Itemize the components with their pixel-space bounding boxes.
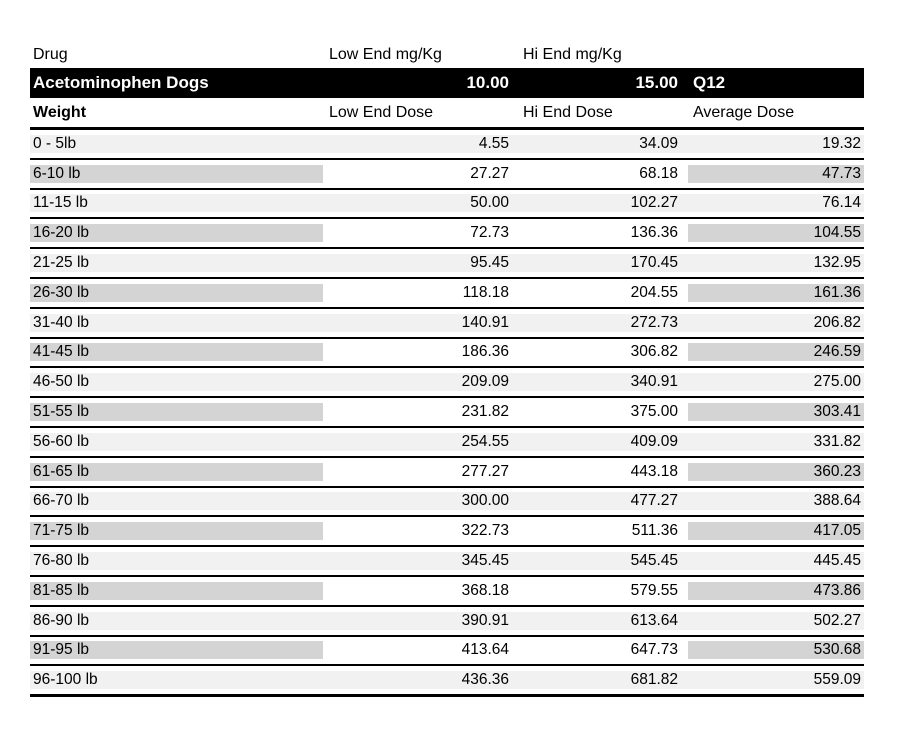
dose-cell-hi: 613.64 (517, 612, 688, 630)
dose-row (30, 577, 864, 607)
dose-cell-weight: 26-30 lb (30, 284, 323, 302)
dose-cell-hi: 579.55 (517, 582, 688, 600)
dose-row (30, 458, 864, 488)
dose-cell-average: 445.45 (688, 552, 864, 570)
drug-low-mgkg-value: 10.00 (466, 73, 509, 92)
dose-row (30, 607, 864, 637)
drug-frequency: Q12 (693, 73, 726, 92)
dosing-sheet (30, 42, 864, 697)
dose-row (30, 279, 864, 309)
hi-end-mgkg-header: Hi End mg/Kg (523, 46, 622, 63)
dose-cell-hi: 272.73 (517, 314, 688, 332)
dose-cell-weight: 61-65 lb (30, 463, 323, 481)
dose-cell-low: 368.18 (323, 582, 517, 600)
dose-cell-average: 473.86 (688, 582, 864, 600)
dose-cell-average: 417.05 (688, 522, 864, 540)
dose-cell-weight: 6-10 lb (30, 165, 323, 183)
dose-cell-low: 300.00 (323, 492, 517, 510)
dose-cell-hi: 340.91 (517, 373, 688, 391)
dose-cell-weight: 16-20 lb (30, 224, 323, 242)
dose-cell-weight: 46-50 lb (30, 373, 323, 391)
dose-cell-hi: 545.45 (517, 552, 688, 570)
dose-row (30, 517, 864, 547)
dose-cell-low: 118.18 (323, 284, 517, 302)
dose-cell-weight: 0 - 5lb (30, 135, 323, 153)
dose-cell-hi: 34.09 (517, 135, 688, 153)
dose-cell-weight: 51-55 lb (30, 403, 323, 421)
drug-highlight-row (30, 68, 864, 98)
low-end-mgkg-header: Low End mg/Kg (329, 46, 442, 63)
dose-row (30, 130, 864, 160)
dose-row (30, 249, 864, 279)
dose-cell-average: 76.14 (688, 194, 864, 212)
dose-row (30, 666, 864, 697)
dose-cell-hi: 511.36 (517, 522, 688, 540)
dose-row (30, 398, 864, 428)
dose-cell-hi: 136.36 (517, 224, 688, 242)
dose-cell-low: 322.73 (323, 522, 517, 540)
hi-end-dose-header: Hi End Dose (523, 103, 613, 121)
dose-cell-weight: 96-100 lb (30, 671, 323, 689)
dose-cell-hi: 170.45 (517, 254, 688, 272)
dose-cell-average: 47.73 (688, 165, 864, 183)
dose-cell-hi: 681.82 (517, 671, 688, 689)
dose-row (30, 488, 864, 518)
dose-row (30, 160, 864, 190)
dose-cell-low: 390.91 (323, 612, 517, 630)
drug-hi-mgkg-value: 15.00 (635, 73, 678, 92)
dose-cell-average: 502.27 (688, 612, 864, 630)
dose-cell-low: 50.00 (323, 194, 517, 212)
dose-cell-weight: 41-45 lb (30, 343, 323, 361)
dose-cell-low: 277.27 (323, 463, 517, 481)
dose-cell-low: 186.36 (323, 343, 517, 361)
dose-cell-weight: 11-15 lb (30, 194, 323, 212)
dose-cell-low: 209.09 (323, 373, 517, 391)
dose-cell-average: 388.64 (688, 492, 864, 510)
dose-cell-hi: 647.73 (517, 641, 688, 659)
dose-cell-average: 275.00 (688, 373, 864, 391)
dose-cell-average: 303.41 (688, 403, 864, 421)
dose-column-header-row (30, 98, 864, 130)
dose-cell-hi: 204.55 (517, 284, 688, 302)
dose-cell-weight: 86-90 lb (30, 612, 323, 630)
dose-cell-hi: 443.18 (517, 463, 688, 481)
drug-column-header: Drug (33, 46, 68, 63)
dose-cell-low: 4.55 (323, 135, 517, 153)
dose-cell-hi: 375.00 (517, 403, 688, 421)
dose-cell-low: 27.27 (323, 165, 517, 183)
dose-cell-average: 132.95 (688, 254, 864, 272)
dose-cell-average: 206.82 (688, 314, 864, 332)
dose-cell-average: 530.68 (688, 641, 864, 659)
dose-cell-low: 345.45 (323, 552, 517, 570)
dose-cell-average: 360.23 (688, 463, 864, 481)
dose-cell-hi: 477.27 (517, 492, 688, 510)
dose-row (30, 309, 864, 339)
dose-row (30, 339, 864, 369)
dose-cell-average: 19.32 (688, 135, 864, 153)
dose-cell-weight: 91-95 lb (30, 641, 323, 659)
dose-cell-hi: 306.82 (517, 343, 688, 361)
dose-cell-average: 559.09 (688, 671, 864, 689)
dose-cell-average: 246.59 (688, 343, 864, 361)
dose-cell-hi: 409.09 (517, 433, 688, 451)
low-end-dose-header: Low End Dose (329, 103, 434, 121)
dose-cell-hi: 68.18 (517, 165, 688, 183)
dose-cell-weight: 66-70 lb (30, 492, 323, 510)
mgkg-header-row (30, 42, 864, 68)
dose-cell-weight: 21-25 lb (30, 254, 323, 272)
dose-cell-low: 413.64 (323, 641, 517, 659)
dose-cell-low: 72.73 (323, 224, 517, 242)
dose-cell-average: 104.55 (688, 224, 864, 242)
dose-row (30, 190, 864, 220)
dose-row (30, 637, 864, 667)
dose-row (30, 428, 864, 458)
dose-cell-weight: 81-85 lb (30, 582, 323, 600)
dose-cell-low: 254.55 (323, 433, 517, 451)
dose-cell-weight: 56-60 lb (30, 433, 323, 451)
dose-rows (30, 130, 864, 697)
dose-cell-low: 95.45 (323, 254, 517, 272)
average-dose-header: Average Dose (693, 103, 795, 121)
drug-name: Acetominophen Dogs (33, 73, 209, 92)
dose-row (30, 219, 864, 249)
dose-cell-low: 231.82 (323, 403, 517, 421)
weight-column-header: Weight (33, 103, 87, 121)
dose-cell-low: 436.36 (323, 671, 517, 689)
dose-cell-weight: 31-40 lb (30, 314, 323, 332)
dose-cell-average: 161.36 (688, 284, 864, 302)
dose-row (30, 368, 864, 398)
dose-cell-weight: 76-80 lb (30, 552, 323, 570)
dose-cell-hi: 102.27 (517, 194, 688, 212)
dose-cell-weight: 71-75 lb (30, 522, 323, 540)
dose-cell-low: 140.91 (323, 314, 517, 332)
dose-cell-average: 331.82 (688, 433, 864, 451)
dose-row (30, 547, 864, 577)
